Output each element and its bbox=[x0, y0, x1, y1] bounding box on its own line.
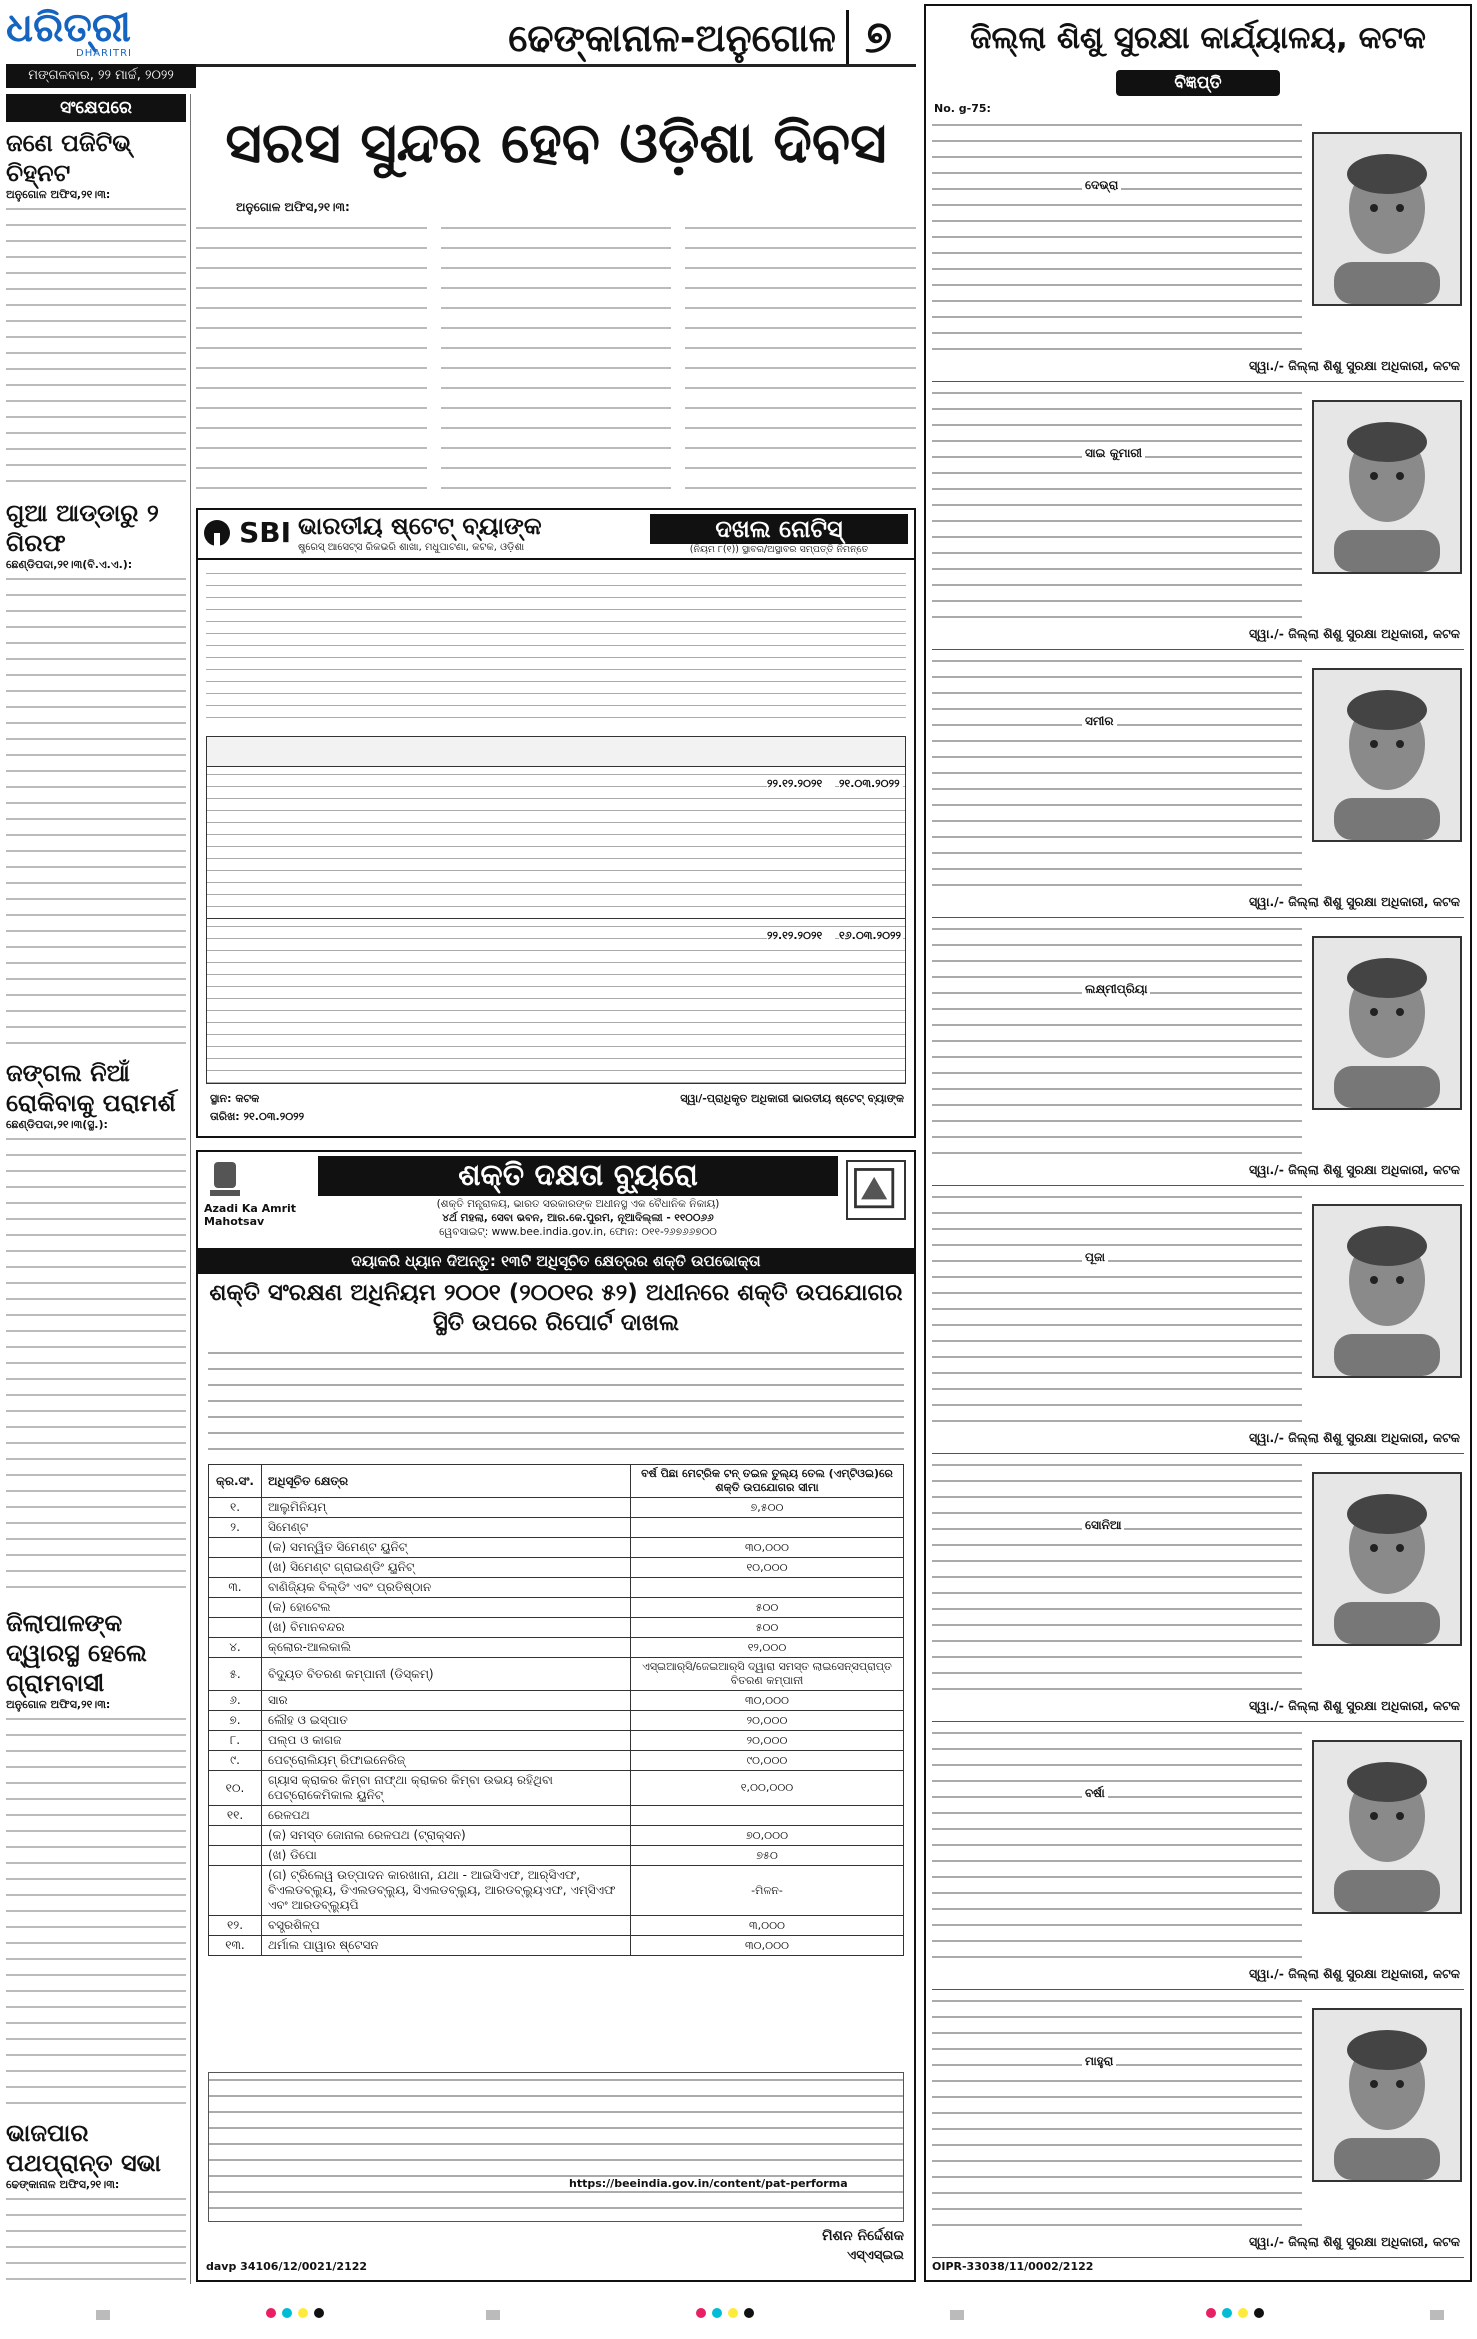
child-entry-text bbox=[932, 1458, 1302, 1692]
cell-sector: ସାର bbox=[262, 1691, 631, 1711]
signature-line: ସ୍ୱା./- ଜିଲ୍ଲା ଶିଶୁ ସୁରକ୍ଷା ଅଧିକାରୀ, କଟକ bbox=[1249, 626, 1460, 641]
cell-limit: ୧୨,୦୦୦ bbox=[631, 1638, 904, 1658]
column-divider bbox=[190, 94, 191, 2284]
sbi-logo-icon bbox=[204, 520, 230, 546]
table-row bbox=[209, 1806, 904, 1826]
signature-line: ସ୍ୱା./- ଜିଲ୍ଲା ଶିଶୁ ସୁରକ୍ଷା ଅଧିକାରୀ, କଟକ bbox=[1249, 1430, 1460, 1445]
cell-serial bbox=[209, 1598, 262, 1618]
cell-sector: ସିମେଣ୍ଟ bbox=[262, 1518, 631, 1538]
child-name: ସୋନିଆ bbox=[1082, 1518, 1124, 1533]
bee-header bbox=[198, 1152, 914, 1246]
demand-date: ୨୨.୧୨.୨୦୨୧ bbox=[767, 777, 835, 791]
sbi-possession-notice bbox=[196, 508, 916, 1138]
cell-serial bbox=[209, 1846, 262, 1866]
signature-line: ସ୍ୱା./- ଜିଲ୍ଲା ଶିଶୁ ସୁରକ୍ଷା ଅଧିକାରୀ, କଟକ bbox=[1249, 1698, 1460, 1713]
brief-title: ଜିଲାପାଳଙ୍କ ଦ୍ୱାରସ୍ଥ ହେଲେ ଗ୍ରାମବାସୀ bbox=[6, 1609, 147, 1697]
child-entry bbox=[932, 654, 1464, 918]
newspaper-logo bbox=[6, 4, 196, 66]
bee-notice bbox=[196, 1150, 916, 2282]
bee-sector-table bbox=[208, 1464, 904, 1956]
table-row bbox=[209, 1498, 904, 1518]
child-photo bbox=[1312, 2008, 1462, 2182]
child-name: ବର୍ଷା bbox=[1082, 1786, 1108, 1801]
cell-sector: (କ) ସମନ୍ୱିତ ସିମେଣ୍ଟ ୟୁନିଟ୍ bbox=[262, 1538, 631, 1558]
logo-text: ଧରିତ୍ରୀ bbox=[6, 5, 131, 51]
cell-serial bbox=[209, 1826, 262, 1846]
cell-sector: ରେଳପଥ bbox=[262, 1806, 631, 1826]
child-name: ମାହୁରା bbox=[1082, 2054, 1116, 2069]
sbi-logo-text: SBI bbox=[239, 516, 292, 549]
cell-limit: ୩୦,୦୦୦ bbox=[631, 1936, 904, 1956]
brief-dateline: ଛେଣ୍ଡିପଦା,୨୧।୩(ବି.ଏ.ଏ.): bbox=[6, 558, 133, 571]
cell-sector: ପଲ୍ପ ଓ କାଗଜ bbox=[262, 1731, 631, 1751]
table-row bbox=[209, 1618, 904, 1638]
child-name: ଲକ୍ଷ୍ମୀପ୍ରିୟା bbox=[1082, 982, 1150, 997]
cell-serial: ୪. bbox=[209, 1638, 262, 1658]
cell-serial: ୧୩. bbox=[209, 1936, 262, 1956]
brief-body bbox=[6, 202, 186, 492]
cell-sector: (ଖ) ଡିପୋ bbox=[262, 1846, 631, 1866]
sbi-footer-place: ସ୍ଥାନ: କଟକ bbox=[210, 1092, 260, 1105]
brief-body bbox=[6, 1132, 186, 1602]
sbi-footer-signature: ସ୍ୱା/-ପ୍ରାଧିକୃତ ଅଧିକାରୀ ଭାରତୀୟ ଷ୍ଟେଟ୍ ବ୍ୟାଙ୍କ bbox=[680, 1092, 904, 1105]
lead-story bbox=[196, 96, 916, 506]
cell-sector: ପେଟ୍ରୋଲିୟମ୍ ରିଫାଇନେରିଜ୍ bbox=[262, 1751, 631, 1771]
cell-limit: ୩,୦୦୦ bbox=[631, 1916, 904, 1936]
cell-sector: ଲୌହ ଓ ଇସ୍ପାତ bbox=[262, 1711, 631, 1731]
cell-serial bbox=[209, 1866, 262, 1916]
child-photo bbox=[1312, 1472, 1462, 1646]
brief-item bbox=[6, 1058, 186, 1602]
cell-serial: ୫. bbox=[209, 1658, 262, 1691]
table-row bbox=[209, 1578, 904, 1598]
brief-title: ଜଣେ ପଜିଟିଭ୍ ଚିହ୍ନଟ bbox=[6, 129, 132, 187]
cell-limit: ୫୦୦ bbox=[631, 1598, 904, 1618]
cell-serial bbox=[209, 1618, 262, 1638]
brief-body bbox=[6, 572, 186, 1052]
lead-dateline: ଅନୁଗୋଳ ଅଫିସ,୨୧।୩: bbox=[236, 200, 350, 214]
child-entry-text bbox=[932, 386, 1302, 620]
child-entry bbox=[932, 922, 1464, 1186]
child-entry bbox=[932, 1458, 1464, 1722]
cell-sector: ଥର୍ମାଲ ପାୱାର ଷ୍ଟେସନ bbox=[262, 1936, 631, 1956]
cell-sector: (ଗ) ଟ୍ରିଲେୱ ଉତ୍ପାଦନ କାରଖାନା, ଯଥା - ଆଇସିଏଫ, ଆର୍‌ସିଏଫ, ବିଏଲଡବ୍ଲ୍ୟୁ, ଡିଏଲଡବ୍ଲ୍ୟୁ, ସିଏଲଡବ୍ଲ୍ୟୁ, ଆରଡବ୍ଲ୍ୟୁଏଫ, ଏମ୍‌ସିଏଫ ଏବଂ ଆରଡବ୍ଲ୍ୟୁପି bbox=[262, 1866, 631, 1916]
cell-serial: ୩. bbox=[209, 1578, 262, 1598]
brief-item bbox=[6, 498, 186, 1052]
masthead bbox=[6, 4, 916, 90]
bee-title: ଶକ୍ତି ଦକ୍ଷତା ବ୍ୟୁରୋ bbox=[318, 1156, 838, 1196]
child-photo bbox=[1312, 1204, 1462, 1378]
col-limit: ବର୍ଷ ପିଛା ମେଟ୍ରିକ ଟନ୍ ତଇଳ ତୁଲ୍ୟ ତେଲ (ଏମ୍‌ଟିଓଇ)ରେ ଶକ୍ତି ଉପଯୋଗର ସୀମା bbox=[631, 1465, 904, 1498]
cell-limit bbox=[631, 1578, 904, 1598]
child-name: ସମୀର bbox=[1082, 714, 1117, 729]
bee-footnote bbox=[208, 2072, 904, 2222]
cell-sector: କ୍ଲୋର-ଆଲକାଲି bbox=[262, 1638, 631, 1658]
brief-dateline: ଢେଙ୍କାନାଳ ଅଫିସ,୨୧।୩: bbox=[6, 2178, 120, 2191]
briefs-header: ସଂକ୍ଷେପରେ bbox=[6, 94, 186, 122]
table-header-row bbox=[209, 1465, 904, 1498]
cell-limit: -ମିଳନ- bbox=[631, 1866, 904, 1916]
child-entry bbox=[932, 1190, 1464, 1454]
brief-item bbox=[6, 1608, 186, 2112]
cell-serial bbox=[209, 1538, 262, 1558]
child-entry-text bbox=[932, 1726, 1302, 1960]
sbi-footer-date: ତାରିଖ: ୨୧.୦୩.୨୦୨୨ bbox=[210, 1110, 305, 1123]
cell-serial: ୯. bbox=[209, 1751, 262, 1771]
section-name: ଢେଙ୍କାନାଳ-ଅନୁଗୋଳ bbox=[508, 16, 836, 60]
cell-limit: ୨୦,୦୦୦ bbox=[631, 1711, 904, 1731]
lead-body-col bbox=[196, 219, 427, 489]
cell-limit: ୭,୫୦୦ bbox=[631, 1498, 904, 1518]
table-row bbox=[209, 1936, 904, 1956]
notice-title: ଦଖଲ ନୋଟିସ୍ bbox=[650, 514, 908, 544]
bee-banner: ଦୟାକରି ଧ୍ୟାନ ଦିଅନ୍ତୁ: ୧୩ଟି ଅଧିସୂଚିତ କ୍ଷେତ୍ରର ଶକ୍ତି ଉପଭୋକ୍ତା bbox=[198, 1248, 914, 1274]
child-entry bbox=[932, 386, 1464, 650]
brief-title: ଗୁଆ ଆଡ୍ଡାରୁ ୨ ଗିରଫ bbox=[6, 499, 159, 557]
cell-sector: ବାଣିଜ୍ୟିକ ବିଲ୍ଡିଂ ଏବଂ ପ୍ରତିଷ୍ଠାନ bbox=[262, 1578, 631, 1598]
child-entry-text bbox=[932, 1190, 1302, 1424]
cell-sector: (ଖ) ବିମାନବନ୍ଦର bbox=[262, 1618, 631, 1638]
logo-subtext: DHARITRI bbox=[76, 48, 132, 59]
signature-line: ସ୍ୱା./- ଜିଲ୍ଲା ଶିଶୁ ସୁରକ୍ଷା ଅଧିକାରୀ, କଟକ bbox=[1249, 1966, 1460, 1981]
table-row bbox=[209, 1826, 904, 1846]
lead-headline: ସରସ ସୁନ୍ଦର ହେବ ଓଡ଼ିଶା ଦିବସ bbox=[225, 111, 887, 176]
bee-heading: ଶକ୍ତି ସଂରକ୍ଷଣ ଅଧିନିୟମ ୨୦୦୧ (୨୦୦୧ର ୫୨) ଅଧୀନରେ ଶକ୍ତି ଉପଯୋଗର ସ୍ଥିତି ଉପରେ ରିପୋର୍ଟ ଦାଖଲ bbox=[209, 1280, 903, 1336]
child-entry-text bbox=[932, 654, 1302, 888]
notice-ref: No. g-75: bbox=[934, 102, 991, 115]
child-protection-notice bbox=[924, 4, 1472, 2282]
cell-serial: ୧୦. bbox=[209, 1771, 262, 1806]
cell-sector: (କ) ସମସ୍ତ ଜୋନାଲ ରେଳପଥ (ଟ୍ରାକ୍ସନ) bbox=[262, 1826, 631, 1846]
possession-date: ୧୬.୦୩.୨୦୨୨ bbox=[839, 929, 902, 942]
child-photo bbox=[1312, 1740, 1462, 1914]
child-photo bbox=[1312, 668, 1462, 842]
child-photo bbox=[1312, 132, 1462, 306]
cell-sector: (ଖ) ସିମେଣ୍ଟ ଗ୍ରାଇଣ୍ଡିଂ ୟୁନିଟ୍ bbox=[262, 1558, 631, 1578]
signature-line: ସ୍ୱା./- ଜିଲ୍ଲା ଶିଶୁ ସୁରକ୍ଷା ଅଧିକାରୀ, କଟକ bbox=[1249, 894, 1460, 909]
cell-limit: ୧୦,୦୦୦ bbox=[631, 1558, 904, 1578]
cell-sector: ବସ୍ତ୍ରଶିଳ୍ପ bbox=[262, 1916, 631, 1936]
bee-logo-icon bbox=[846, 1160, 906, 1220]
national-emblem-icon bbox=[208, 1160, 242, 1200]
col-sector: ଅଧିସୂଚିତ କ୍ଷେତ୍ର bbox=[262, 1465, 631, 1498]
sbi-table bbox=[206, 736, 906, 1084]
cell-limit: ୨୦,୦୦୦ bbox=[631, 1731, 904, 1751]
signature-line: ସ୍ୱା./- ଜିଲ୍ଲା ଶିଶୁ ସୁରକ୍ଷା ଅଧିକାରୀ, କଟକ bbox=[1249, 2234, 1460, 2249]
table-row bbox=[209, 1518, 904, 1538]
table-row bbox=[209, 1711, 904, 1731]
sbi-bank-name: ଭାରତୀୟ ଷ୍ଟେଟ୍ ବ୍ୟାଙ୍କ bbox=[298, 512, 542, 540]
cell-limit: ୫୦୦ bbox=[631, 1618, 904, 1638]
issue-date: ମଙ୍ଗଳବାର, ୨୨ ମାର୍ଚ୍ଚ, ୨୦୨୨ bbox=[6, 64, 196, 88]
child-entry-text bbox=[932, 118, 1302, 352]
child-name: ସାଇ କୁମାରୀ bbox=[1082, 446, 1145, 461]
table-row bbox=[209, 1558, 904, 1578]
brief-item bbox=[6, 128, 186, 492]
bee-website: ୱେବସାଇଟ୍: www.bee.india.gov.in, ଫୋନ: ୦୧୧-୨୬୭୬୬୭୦୦ bbox=[439, 1226, 717, 1238]
brief-dateline: ଛେଣ୍ଡିପଦା,୨୧।୩(ସ୍ଥ.): bbox=[6, 1118, 108, 1131]
cell-serial bbox=[209, 1558, 262, 1578]
table-row bbox=[209, 1771, 904, 1806]
child-name: ଦେଭ୍ରା bbox=[1082, 178, 1121, 193]
cell-limit: ୭୫୦ bbox=[631, 1846, 904, 1866]
table-row bbox=[209, 1916, 904, 1936]
brief-body bbox=[6, 1712, 186, 2112]
cell-sector: (କ) ହୋଟେଲ bbox=[262, 1598, 631, 1618]
brief-dateline: ଅନୁଗୋଳ ଅଫିସ,୨୧।୩: bbox=[6, 1698, 111, 1711]
brief-body bbox=[6, 2192, 186, 2284]
lead-body-col bbox=[685, 219, 916, 489]
bee-subtitle: (ଶକ୍ତି ମନ୍ତ୍ରାଳୟ, ଭାରତ ସରକାରଙ୍କ ଅଧୀନସ୍ଥ ଏକ ବୈଧାନିକ ନିକାୟ) bbox=[436, 1198, 720, 1210]
child-entry bbox=[932, 1994, 1464, 2258]
bee-signatory-org: ଏସ୍‌ଏସ୍‌ଇଇ bbox=[847, 2248, 904, 2263]
print-color-bar bbox=[0, 2300, 1477, 2330]
bee-signatory: ମିଶନ ନିର୍ଦ୍ଦେଶକ bbox=[822, 2228, 904, 2244]
table-row bbox=[209, 1731, 904, 1751]
child-entry bbox=[932, 118, 1464, 382]
brief-item bbox=[6, 2118, 186, 2284]
cell-limit bbox=[631, 1806, 904, 1826]
cell-limit: ୩୦,୦୦୦ bbox=[631, 1691, 904, 1711]
sbi-table-row bbox=[207, 769, 905, 919]
cell-limit: ୧,୦୦,୦୦୦ bbox=[631, 1771, 904, 1806]
table-row bbox=[209, 1658, 904, 1691]
possession-date: ୨୧.୦୩.୨୦୨୨ bbox=[839, 777, 903, 791]
cell-serial: ୧୧. bbox=[209, 1806, 262, 1826]
table-row bbox=[209, 1538, 904, 1558]
table-row bbox=[209, 1751, 904, 1771]
cell-sector: ବିଦ୍ୟୁତ ବିତରଣ କମ୍ପାନୀ (ଡିସ୍‌କମ୍) bbox=[262, 1658, 631, 1691]
table-row bbox=[209, 1691, 904, 1711]
child-name: ପୂଜା bbox=[1082, 1250, 1108, 1265]
lead-body-col bbox=[441, 219, 672, 489]
child-photo bbox=[1312, 400, 1462, 574]
lead-body bbox=[196, 219, 916, 489]
masthead-rule bbox=[196, 64, 916, 67]
sbi-header bbox=[198, 510, 914, 560]
signature-line: ସ୍ୱା./- ଜିଲ୍ଲା ଶିଶୁ ସୁରକ୍ଷା ଅଧିକାରୀ, କଟକ bbox=[1249, 358, 1460, 373]
left-briefs-column bbox=[6, 94, 186, 2284]
sbi-intro bbox=[206, 568, 906, 728]
cell-limit: ୩୦,୦୦୦ bbox=[631, 1538, 904, 1558]
bee-intro bbox=[208, 1346, 904, 1456]
cell-serial: ୨. bbox=[209, 1518, 262, 1538]
cell-limit bbox=[631, 1518, 904, 1538]
bee-address: ୪ର୍ଥ ମହଲା, ସେବା ଭବନ, ଆର.କେ.ପୁରମ, ନୂଆଦିଲ୍ଲୀ - ୧୧୦୦୬୬ bbox=[442, 1212, 714, 1224]
sbi-logo bbox=[204, 516, 294, 554]
oipr-code: OIPR-33038/11/0002/2122 bbox=[932, 2260, 1094, 2273]
cell-serial: ୧. bbox=[209, 1498, 262, 1518]
sbi-branch: ଷ୍ଟ୍ରେସ୍ ଆସେଟ୍ସ ରିକଭରି ଶାଖା, ମଧୁପାଟଣା, କଟକ, ଓଡ଼ିଶା bbox=[298, 542, 525, 553]
child-photo bbox=[1312, 936, 1462, 1110]
table-row bbox=[209, 1598, 904, 1618]
child-entry-text bbox=[932, 1994, 1302, 2228]
brief-title: ଜଙ୍ଗଲ ନିଆଁ ରୋକିବାକୁ ପରାମର୍ଶ bbox=[6, 1059, 176, 1117]
notice-subtitle: ବିଜ୍ଞପ୍ତି bbox=[1116, 70, 1280, 96]
cell-sector: ଆଲୁମିନିୟମ୍ bbox=[262, 1498, 631, 1518]
page-number: ୭ bbox=[846, 10, 908, 66]
bee-url[interactable]: https://beeindia.gov.in/content/pat-performa bbox=[569, 2177, 848, 2190]
signature-line: ସ୍ୱା./- ଜିଲ୍ଲା ଶିଶୁ ସୁରକ୍ଷା ଅଧିକାରୀ, କଟକ bbox=[1249, 1162, 1460, 1177]
child-entry bbox=[932, 1726, 1464, 1990]
cell-serial: ୬. bbox=[209, 1691, 262, 1711]
cell-serial: ୧୨. bbox=[209, 1916, 262, 1936]
brief-dateline: ଅନୁଗୋଳ ଅଫିସ,୨୧।୩: bbox=[6, 188, 111, 201]
azadi-logo: Azadi Ka Amrit Mahotsav bbox=[204, 1202, 297, 1228]
cell-serial: ୭. bbox=[209, 1711, 262, 1731]
cell-serial: ୮. bbox=[209, 1731, 262, 1751]
sbi-table-header bbox=[207, 737, 905, 767]
table-row bbox=[209, 1638, 904, 1658]
cell-limit: ୭୦,୦୦୦ bbox=[631, 1826, 904, 1846]
notice-subtitle: (ନିୟମ ୮(୧)) ସ୍ଥାବର/ଅସ୍ଥାବର ସମ୍ପତ୍ତି ନିମନ୍ତେ bbox=[689, 544, 869, 555]
child-entry-text bbox=[932, 922, 1302, 1156]
table-row bbox=[209, 1846, 904, 1866]
brief-title: ଭାଜପାର ପଥପ୍ରାନ୍ତ ସଭା bbox=[6, 2119, 161, 2177]
table-row bbox=[209, 1866, 904, 1916]
davp-code: davp 34106/12/0021/2122 bbox=[206, 2260, 368, 2273]
cell-limit: ୯୦,୦୦୦ bbox=[631, 1751, 904, 1771]
cell-sector: ଗ୍ୟାସ କ୍ରାକର କିମ୍ବା ନାଫ୍ଥା କ୍ରାକର କିମ୍ବା ଉଭୟ ରହିଥିବା ପେଟ୍ରୋକେମିକାଲ ୟୁନିଟ୍ bbox=[262, 1771, 631, 1806]
sbi-table-row bbox=[207, 921, 905, 1083]
cell-limit: ଏସ୍ଇଆର୍‌ସି/ଜେଇଆର୍‌ସି ଦ୍ୱାରା ସମସ୍ତ ଲାଇସେନ୍ସପ୍ରାପ୍ତ ବିତରଣ କମ୍ପାନୀ bbox=[631, 1658, 904, 1691]
col-serial: କ୍ର.ସଂ. bbox=[209, 1465, 262, 1498]
notice-title: ଜିଲ୍ଲା ଶିଶୁ ସୁରକ୍ଷା କାର୍ଯ୍ୟାଳୟ, କଟକ bbox=[970, 20, 1426, 56]
demand-date: ୨୨.୧୨.୨୦୨୧ bbox=[767, 929, 835, 943]
